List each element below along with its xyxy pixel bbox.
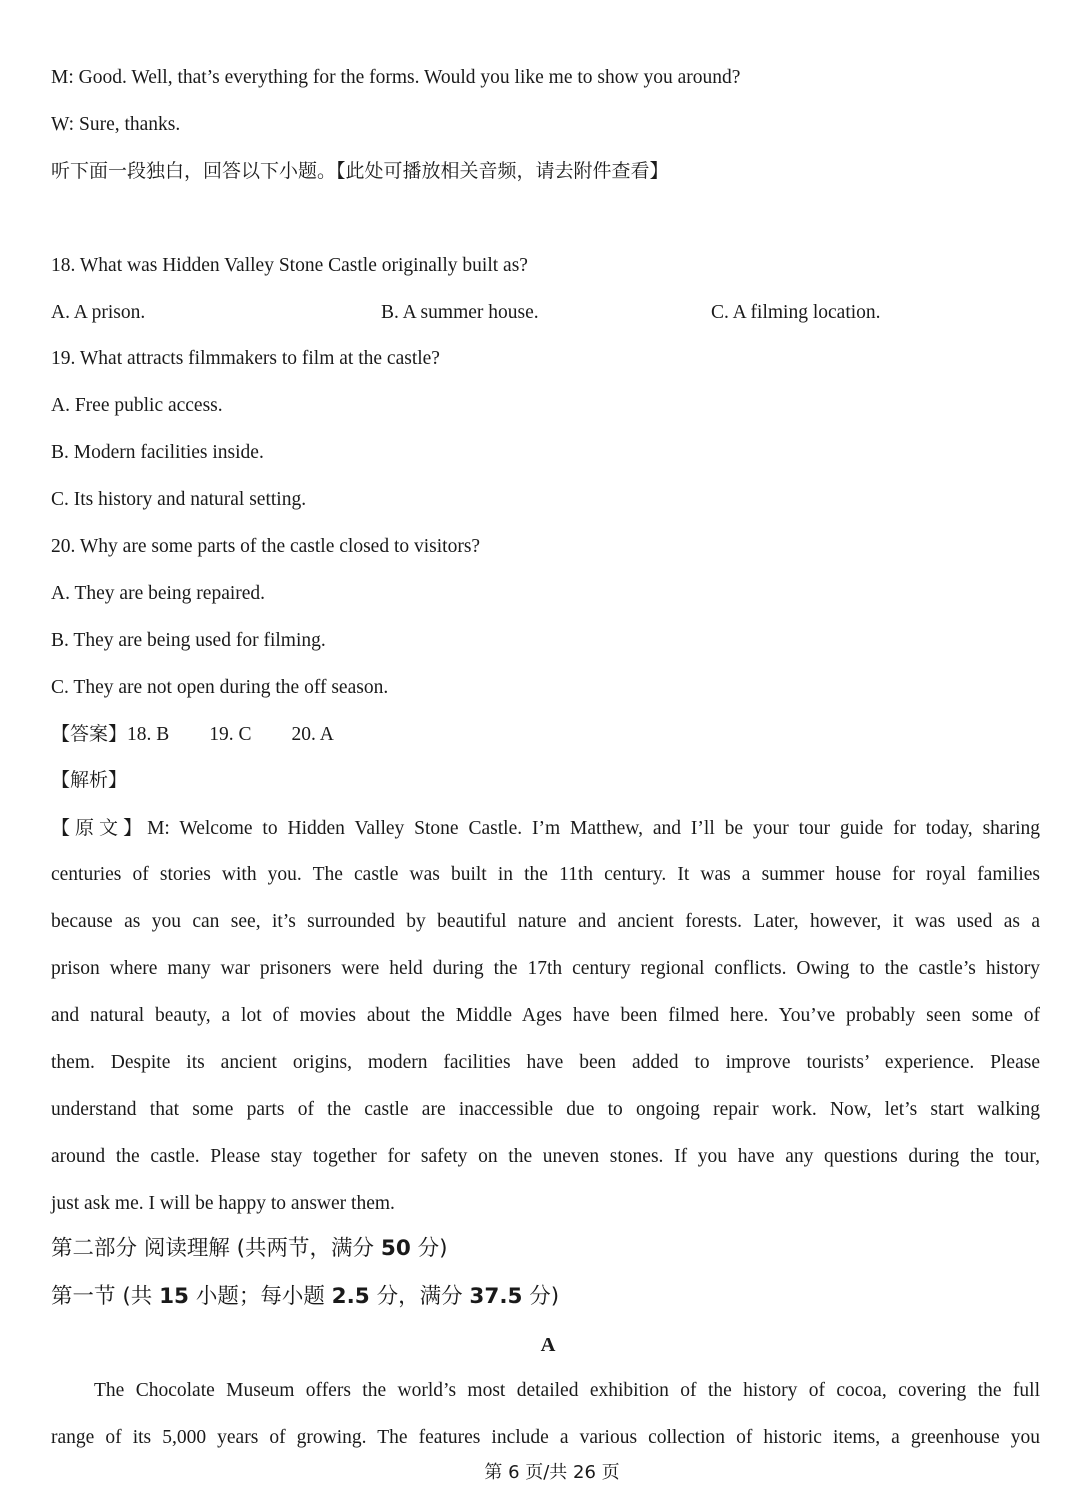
section1-text: 分) (522, 1284, 560, 1309)
analysis-label: 【解析】 (51, 769, 128, 791)
section1-per-score: 2.5 (331, 1284, 370, 1309)
part2-heading (51, 1237, 448, 1261)
transcript-label: 【原文】 (51, 817, 148, 839)
question-19-option-c: C. Its history and natural setting. (51, 489, 307, 510)
section1-count: 15 (159, 1284, 189, 1309)
question-18-option-a: A. A prison. (51, 302, 146, 323)
transcript-line-9: just ask me. I will be happy to answer them. (51, 1193, 395, 1214)
question-19-option-a: A. Free public access. (51, 395, 223, 416)
question-20-option-b: B. They are being used for filming. (51, 630, 326, 651)
question-18-stem: 18. What was Hidden Valley Stone Castle originally built as? (51, 255, 528, 276)
transcript-line-6: them. Despite its ancient origins, modern facilities have been added to improve tourists’ experience. Please (51, 1052, 1040, 1073)
transcript-line-2: centuries of stories with you. The castle was built in the 11th century. It was a summer house for royal families (51, 864, 1040, 885)
page-footer: 第 6 页/共 26 页 (484, 1462, 620, 1483)
answer-item: 19. C (209, 724, 252, 745)
transcript-line-3: because as you can see, it’s surrounded by beautiful nature and ancient forests. Later, however, it was used as a (51, 911, 1040, 932)
question-20-option-a: A. They are being repaired. (51, 583, 266, 604)
question-19-stem: 19. What attracts filmmakers to film at the castle? (51, 348, 440, 369)
transcript-line-5: and natural beauty, a lot of movies about the Middle Ages have been filmed here. You’ve probably seen some of (51, 1005, 1040, 1026)
transcript-line-7: understand that some parts of the castle are inaccessible due to ongoing repair work. Now, let’s start walking (51, 1099, 1040, 1120)
answer-item: 20. A (291, 724, 334, 745)
section1-text: 分，满分 (369, 1284, 470, 1309)
part2-heading-unit: 分) (410, 1236, 448, 1261)
transcript-line-1 (51, 816, 1040, 841)
section1-heading (51, 1285, 559, 1309)
dialogue-m-line: M: Good. Well, that’s everything for the forms. Would you like me to show you around? (51, 67, 741, 88)
transcript-text: M: Welcome to Hidden Valley Stone Castle. I’m Matthew, and I’ll be your tour guide for today, sharing (147, 818, 1040, 839)
question-20-stem: 20. Why are some parts of the castle closed to visitors? (51, 536, 481, 557)
question-18-option-c: C. A filming location. (711, 302, 881, 323)
part2-heading-text: 第二部分 阅读理解 (共两节，满分 (51, 1236, 381, 1261)
section1-text: 第一节 (共 (51, 1284, 160, 1309)
question-19-option-b: B. Modern facilities inside. (51, 442, 264, 463)
answer-label: 【答案】 (51, 723, 128, 745)
passage-letter: A (540, 1334, 556, 1356)
dialogue-w-line: W: Sure, thanks. (51, 114, 181, 135)
passage-line-2: range of its 5,000 years of growing. The features include a various collection of historic items, a greenhouse you (51, 1427, 1040, 1448)
question-20-option-c: C. They are not open during the off season. (51, 677, 389, 698)
passage-line-1: The Chocolate Museum offers the world’s most detailed exhibition of the history of cocoa, covering the full (94, 1380, 1040, 1401)
answer-item: 18. B (127, 724, 170, 745)
section1-total-score: 37.5 (469, 1284, 523, 1309)
question-18-option-b: B. A summer house. (381, 302, 539, 323)
part2-total-score: 50 (380, 1236, 411, 1261)
section1-text: 小题；每小题 (188, 1284, 332, 1309)
answer-row (51, 722, 334, 747)
listening-instruction: 听下面一段独白，回答以下小题。【此处可播放相关音频，请去附件查看】 (51, 160, 669, 182)
transcript-line-8: around the castle. Please stay together for safety on the uneven stones. If you have any questions during the tour, (51, 1146, 1040, 1167)
transcript-line-4: prison where many war prisoners were held during the 17th century regional conflicts. Owing to the castle’s history (51, 958, 1040, 979)
